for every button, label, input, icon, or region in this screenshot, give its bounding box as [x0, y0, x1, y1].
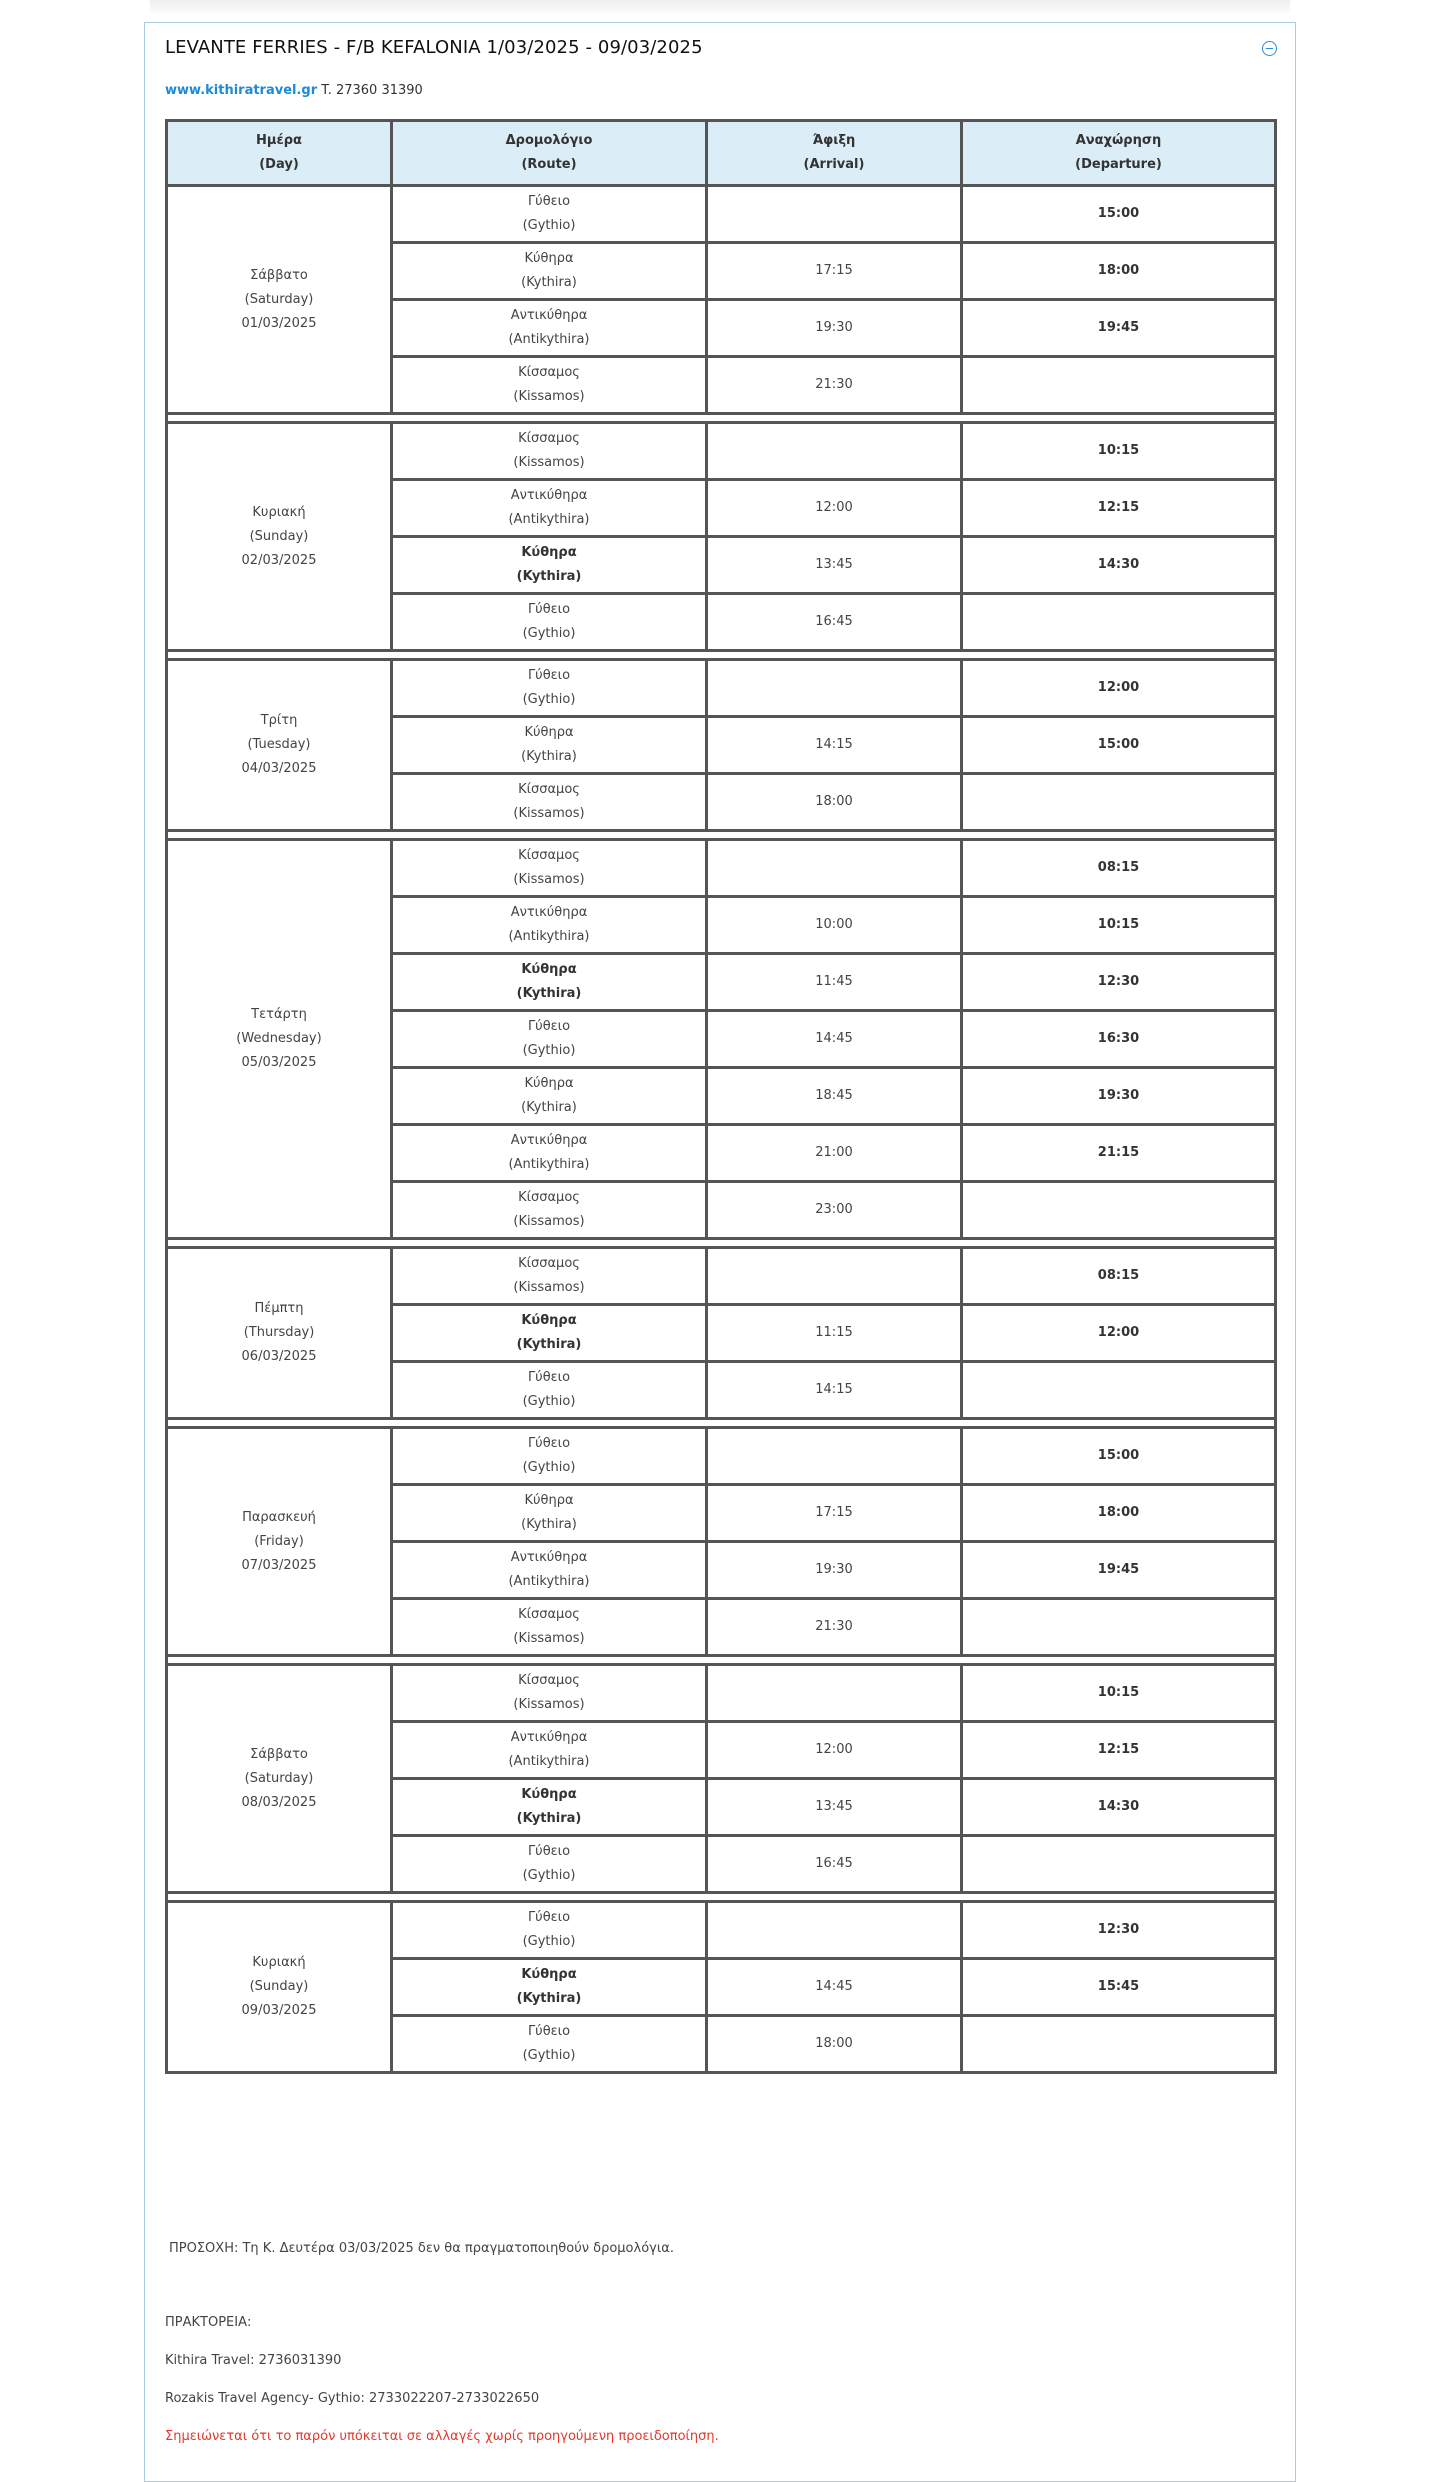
departure-cell: 08:15 [962, 1248, 1276, 1305]
departure-cell: 19:30 [962, 1068, 1276, 1125]
departure-cell: 12:30 [962, 1902, 1276, 1959]
route-cell [392, 1248, 707, 1305]
departure-cell [962, 774, 1276, 831]
route-greek: Κίσσαμος [518, 1673, 580, 1688]
route-cell [392, 1485, 707, 1542]
departure-cell: 12:15 [962, 480, 1276, 537]
route-cell [392, 1542, 707, 1599]
day-greek: Σάββατο [250, 1746, 308, 1762]
day-english: (Sunday) [249, 528, 309, 544]
route-cell [392, 1125, 707, 1182]
day-date: 02/03/2025 [241, 552, 317, 568]
arrival-cell [707, 1902, 962, 1959]
day-date: 08/03/2025 [241, 1794, 317, 1810]
arrival-cell: 18:45 [707, 1068, 962, 1125]
departure-cell [962, 1362, 1276, 1419]
route-cell [392, 480, 707, 537]
route-cell [392, 1779, 707, 1836]
route-greek: Κίσσαμος [518, 365, 580, 380]
departure-cell: 12:00 [962, 1305, 1276, 1362]
arrival-cell: 21:30 [707, 1599, 962, 1656]
departure-cell: 15:00 [962, 186, 1276, 243]
arrival-cell: 21:30 [707, 357, 962, 414]
table-row [167, 660, 1276, 717]
route-greek: Κύθηρα [521, 962, 577, 977]
arrival-cell: 13:45 [707, 537, 962, 594]
day-english: (Saturday) [244, 1770, 314, 1786]
route-cell [392, 594, 707, 651]
route-english: (Kythira) [521, 749, 577, 764]
day-date: 04/03/2025 [241, 761, 317, 776]
route-english: (Kythira) [521, 275, 577, 290]
header-arrival [707, 121, 962, 186]
route-english: (Gythio) [522, 1394, 576, 1409]
header-route [392, 121, 707, 186]
day-greek: Κυριακή [252, 504, 306, 520]
day-greek: Σάββατο [250, 267, 308, 283]
route-greek: Κίσσαμος [518, 848, 580, 863]
route-english: (Antikythira) [508, 1574, 590, 1589]
arrival-cell: 14:15 [707, 717, 962, 774]
arrival-cell: 16:45 [707, 1836, 962, 1893]
route-cell [392, 1362, 707, 1419]
route-greek: Κύθηρα [521, 1967, 577, 1982]
departure-cell: 12:00 [962, 660, 1276, 717]
departure-cell: 15:00 [962, 717, 1276, 774]
separator-cell [167, 1893, 1276, 1902]
route-english: (Antikythira) [508, 1754, 590, 1769]
day-english: (Wednesday) [236, 1031, 322, 1046]
arrival-cell: 19:30 [707, 300, 962, 357]
day-date: 01/03/2025 [241, 315, 317, 331]
header-english: (Day) [259, 157, 299, 172]
arrival-cell: 11:15 [707, 1305, 962, 1362]
separator-cell [167, 414, 1276, 423]
departure-cell: 21:15 [962, 1125, 1276, 1182]
route-greek: Κίσσαμος [518, 782, 580, 797]
route-english: (Antikythira) [508, 332, 590, 347]
day-cell [167, 1665, 392, 1893]
route-greek: Γύθειο [527, 1019, 571, 1034]
table-row [167, 1665, 1276, 1722]
route-english: (Gythio) [522, 1934, 576, 1949]
day-cell [167, 423, 392, 651]
route-greek: Κύθηρα [521, 1313, 577, 1328]
route-english: (Gythio) [522, 692, 576, 707]
route-english: (Kissamos) [513, 389, 585, 404]
route-greek: Αντικύθηρα [510, 1133, 588, 1148]
day-english: (Friday) [254, 1533, 304, 1549]
contact-line [165, 83, 423, 98]
departure-cell [962, 594, 1276, 651]
route-english: (Antikythira) [508, 512, 590, 527]
day-cell [167, 1248, 392, 1419]
header-english: (Departure) [1075, 157, 1162, 172]
route-cell [392, 2016, 707, 2073]
header-day [167, 121, 392, 186]
route-english: (Antikythira) [508, 929, 590, 944]
route-cell [392, 840, 707, 897]
day-separator-row [167, 1239, 1276, 1248]
agency-rozakis-travel: Rozakis Travel Agency- Gythio: 2733022207-2733022650 [165, 2391, 540, 2406]
route-english: (Antikythira) [508, 1157, 590, 1172]
route-cell [392, 1902, 707, 1959]
table-row [167, 1902, 1276, 1959]
day-cell [167, 186, 392, 414]
departure-cell: 10:15 [962, 423, 1276, 480]
route-cell [392, 717, 707, 774]
arrival-cell: 12:00 [707, 1722, 962, 1779]
route-english: (Kissamos) [513, 1631, 585, 1646]
departure-cell: 14:30 [962, 537, 1276, 594]
arrival-cell: 14:45 [707, 1959, 962, 2016]
route-greek: Κίσσαμος [518, 1190, 580, 1205]
departure-cell: 16:30 [962, 1011, 1276, 1068]
route-cell [392, 300, 707, 357]
header-english: (Route) [521, 157, 577, 172]
departure-cell: 15:00 [962, 1428, 1276, 1485]
route-greek: Αντικύθηρα [510, 488, 588, 503]
agencies-heading: ΠΡΑΚΤΟΡΕΙΑ: [165, 2315, 252, 2330]
route-english: (Kythira) [516, 1811, 582, 1826]
route-greek: Αντικύθηρα [510, 905, 588, 920]
route-english: (Gythio) [522, 2048, 576, 2063]
header-greek: Δρομολόγιο [505, 133, 593, 148]
schedule-panel [144, 22, 1296, 2482]
departure-cell: 18:00 [962, 243, 1276, 300]
route-cell [392, 1599, 707, 1656]
day-separator-row [167, 831, 1276, 840]
separator-cell [167, 1656, 1276, 1665]
day-greek: Παρασκευή [242, 1509, 316, 1525]
table-row [167, 423, 1276, 480]
day-date: 09/03/2025 [241, 2003, 317, 2018]
day-cell [167, 1902, 392, 2073]
departure-cell: 18:00 [962, 1485, 1276, 1542]
route-english: (Kythira) [521, 1517, 577, 1532]
ferry-schedule-table [165, 119, 1277, 2074]
day-english: (Saturday) [244, 291, 314, 307]
route-cell [392, 660, 707, 717]
route-english: (Kissamos) [513, 455, 585, 470]
header-english: (Arrival) [803, 157, 865, 172]
day-separator-row [167, 1419, 1276, 1428]
route-greek: Γύθειο [527, 602, 571, 617]
route-cell [392, 186, 707, 243]
route-english: (Kissamos) [513, 1214, 585, 1229]
route-english: (Gythio) [522, 1460, 576, 1475]
departure-cell: 19:45 [962, 300, 1276, 357]
arrival-cell: 18:00 [707, 774, 962, 831]
day-greek: Πέμπτη [254, 1301, 304, 1316]
route-greek: Κύθηρα [524, 251, 574, 266]
collapse-minus-icon[interactable] [1262, 41, 1277, 56]
table-header-row [167, 121, 1276, 186]
phone-number: T. 27360 31390 [321, 83, 423, 98]
route-english: (Gythio) [522, 1868, 576, 1883]
departure-cell [962, 2016, 1276, 2073]
table-row [167, 186, 1276, 243]
route-cell [392, 537, 707, 594]
separator-cell [167, 1419, 1276, 1428]
route-greek: Γύθειο [527, 194, 571, 209]
header-departure [962, 121, 1276, 186]
route-cell [392, 1068, 707, 1125]
page-title: LEVANTE FERRIES - F/B KEFALONIA 1/03/2025 - 09/03/2025 [165, 37, 703, 58]
day-english: (Sunday) [249, 1979, 309, 1994]
route-greek: Γύθειο [527, 668, 571, 683]
route-cell [392, 897, 707, 954]
route-greek: Αντικύθηρα [510, 1730, 588, 1745]
route-english: (Kissamos) [513, 872, 585, 887]
arrival-cell [707, 1428, 962, 1485]
arrival-cell [707, 1248, 962, 1305]
route-english: (Kythira) [516, 1991, 582, 2006]
route-cell [392, 954, 707, 1011]
departure-cell: 12:30 [962, 954, 1276, 1011]
route-english: (Kythira) [516, 986, 582, 1001]
route-cell [392, 1428, 707, 1485]
route-cell [392, 423, 707, 480]
day-date: 05/03/2025 [241, 1055, 317, 1070]
day-separator-row [167, 1893, 1276, 1902]
arrival-cell: 16:45 [707, 594, 962, 651]
route-greek: Γύθειο [527, 2024, 571, 2039]
departure-cell: 10:15 [962, 1665, 1276, 1722]
route-english: (Kissamos) [513, 1697, 585, 1712]
day-greek: Τρίτη [260, 713, 298, 728]
departure-cell: 14:30 [962, 1779, 1276, 1836]
arrival-cell: 19:30 [707, 1542, 962, 1599]
header-greek: Αναχώρηση [1075, 133, 1162, 148]
route-english: (Gythio) [522, 1043, 576, 1058]
day-cell [167, 840, 392, 1239]
separator-cell [167, 831, 1276, 840]
route-greek: Κίσσαμος [518, 1607, 580, 1622]
arrival-cell: 21:00 [707, 1125, 962, 1182]
route-cell [392, 774, 707, 831]
route-cell [392, 1305, 707, 1362]
departure-cell: 19:45 [962, 1542, 1276, 1599]
route-cell [392, 1665, 707, 1722]
day-separator-row [167, 651, 1276, 660]
route-greek: Κύθηρα [521, 545, 577, 560]
route-cell [392, 1722, 707, 1779]
route-cell [392, 243, 707, 300]
route-english: (Kissamos) [513, 806, 585, 821]
day-date: 06/03/2025 [241, 1349, 317, 1364]
header-greek: Ημέρα [256, 133, 302, 148]
day-separator-row [167, 414, 1276, 423]
notice-text: ΠΡΟΣΟΧΗ: Τη Κ. Δευτέρα 03/03/2025 δεν θα πραγματοποιηθούν δρομολόγια. [169, 2241, 674, 2256]
separator-cell [167, 1239, 1276, 1248]
website-link[interactable]: www.kithiratravel.gr [165, 83, 318, 98]
table-row [167, 840, 1276, 897]
route-english: (Kythira) [516, 569, 582, 584]
arrival-cell: 18:00 [707, 2016, 962, 2073]
departure-cell [962, 357, 1276, 414]
day-cell [167, 660, 392, 831]
arrival-cell: 11:45 [707, 954, 962, 1011]
route-cell [392, 1182, 707, 1239]
arrival-cell [707, 840, 962, 897]
agency-kithira-travel: Kithira Travel: 2736031390 [165, 2353, 342, 2368]
arrival-cell: 17:15 [707, 243, 962, 300]
arrival-cell [707, 186, 962, 243]
day-greek: Κυριακή [252, 1955, 306, 1970]
route-greek: Γύθειο [527, 1910, 571, 1925]
route-greek: Αντικύθηρα [510, 308, 588, 323]
schedule-body [167, 186, 1276, 2073]
table-row [167, 1428, 1276, 1485]
route-cell [392, 357, 707, 414]
header-greek: Άφιξη [812, 133, 856, 148]
arrival-cell [707, 1665, 962, 1722]
route-english: (Kythira) [516, 1337, 582, 1352]
route-cell [392, 1959, 707, 2016]
route-english: (Kythira) [521, 1100, 577, 1115]
arrival-cell: 14:45 [707, 1011, 962, 1068]
departure-cell: 08:15 [962, 840, 1276, 897]
route-greek: Αντικύθηρα [510, 1550, 588, 1565]
table-row [167, 1248, 1276, 1305]
day-cell [167, 1428, 392, 1656]
route-greek: Κίσσαμος [518, 431, 580, 446]
route-greek: Κύθηρα [524, 1493, 574, 1508]
route-greek: Κύθηρα [524, 1076, 574, 1091]
route-english: (Gythio) [522, 626, 576, 641]
departure-cell: 15:45 [962, 1959, 1276, 2016]
day-date: 07/03/2025 [241, 1557, 317, 1573]
route-english: (Gythio) [522, 218, 576, 233]
day-english: (Tuesday) [247, 737, 311, 752]
change-warning: Σημειώνεται ότι το παρόν υπόκειται σε αλλαγές χωρίς προηγούμενη προειδοποίηση. [165, 2429, 719, 2444]
top-shadow [150, 0, 1290, 16]
departure-cell [962, 1836, 1276, 1893]
arrival-cell: 12:00 [707, 480, 962, 537]
departure-cell: 12:15 [962, 1722, 1276, 1779]
day-english: (Thursday) [243, 1325, 315, 1340]
route-greek: Κύθηρα [521, 1787, 577, 1802]
departure-cell: 10:15 [962, 897, 1276, 954]
day-separator-row [167, 1656, 1276, 1665]
route-greek: Κίσσαμος [518, 1256, 580, 1271]
route-greek: Γύθειο [527, 1844, 571, 1859]
arrival-cell: 13:45 [707, 1779, 962, 1836]
route-english: (Kissamos) [513, 1280, 585, 1295]
separator-cell [167, 651, 1276, 660]
arrival-cell: 10:00 [707, 897, 962, 954]
arrival-cell: 17:15 [707, 1485, 962, 1542]
arrival-cell [707, 660, 962, 717]
route-cell [392, 1011, 707, 1068]
arrival-cell: 14:15 [707, 1362, 962, 1419]
departure-cell [962, 1182, 1276, 1239]
route-greek: Γύθειο [527, 1436, 571, 1451]
arrival-cell [707, 423, 962, 480]
route-greek: Κύθηρα [524, 725, 574, 740]
route-greek: Γύθειο [527, 1370, 571, 1385]
arrival-cell: 23:00 [707, 1182, 962, 1239]
departure-cell [962, 1599, 1276, 1656]
route-cell [392, 1836, 707, 1893]
day-greek: Τετάρτη [251, 1007, 307, 1022]
